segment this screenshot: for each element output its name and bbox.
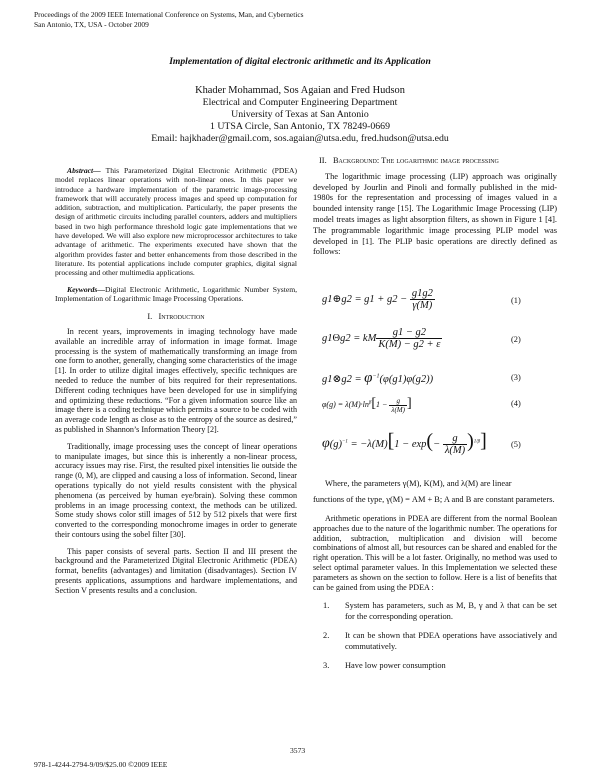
- author-univ: University of Texas at San Antonio: [231, 109, 369, 120]
- section-1-paragraph-1: In recent years, improvements in imaging technology have made available an incredible array of information in image format. Image processing is the system of mathematically transforming an image from one form to another, generally, changing some characteristics of the image [1]. In order to utilize digital images effectively, specific techniques are needed to reduce the number of bits required for their representations. Different coding techniques have been developed for use in simplifying and optimizing these reductions. “For a given information source like an image there is a coding technique which permits a source to be coded with an average code length as close as to the entropy of the source as desired,” as published in Shannon’s Information Theory [2].: [55, 326, 297, 434]
- equation-number-4: (4): [511, 399, 521, 408]
- list-item-number: 3.: [323, 661, 330, 671]
- abstract-text: This Parameterized Digital Electronic Arithmetic (PDEA) model replaces linear operations with non-linear ones. In this paper we introduce a hardware implementation of the parametric image-processing framework that will accurately process images and speed up computation for addition, subtraction, and multiplication. Particularly, the paper presents the design of arithmetic circuits including parallel counters, adders and multipliers based in two high performance threshold logic gate implementations that we have developed. We will also explore new microprocessor architectures to take advantage of arithmetic. The experiments executed have shown that the algorithm provides faster and better enhancements from those described in the literature. Its potential applications include computer graphics, digital signal processing and other multimedia applications.: [55, 166, 297, 278]
- section-1-number: I.: [147, 312, 153, 322]
- section-1-title: Introduction: [158, 312, 205, 322]
- list-item: [313, 630, 557, 652]
- section-1-paragraph-2: Traditionally, image processing uses the concept of linear operations to manipulate images, but since this is inherently a non-linear process, accuracy issues may rise. First, the resulted pixel intensities lie outside the range (0, M), are clipped and causing a loss of information. Second, linear operations typically do not yield results consistent with the physical phenomena (as perceived by human eye/brain). Solving these common problems in an image processing context, the methods can be utilized. Some study shows color still images of 512 by 512 pixels that were first converted to the corresponding monochrome images in order to generate their contours using the sobel filter [30].: [55, 441, 297, 539]
- left-column: [55, 166, 297, 596]
- author-dept: Electrical and Computer Engineering Department: [202, 97, 398, 108]
- keywords-text: Digital Electronic Arithmetic, Logarithmic Number System, Implementation of Logarithmic Image Processing Operations.: [55, 284, 297, 303]
- list-item-text: It can be shown that PDEA operations have associatively and commutatively.: [345, 631, 557, 652]
- list-item-number: 1.: [323, 601, 330, 611]
- keywords-label: Keywords—: [67, 284, 105, 294]
- author-block: [0, 85, 600, 145]
- section-1-paragraph-3: This paper consists of several parts. Section II and III present the background and the Parameterized Digital Electronic Arithmetic (PDEA) format, benefits (advantages) and limitation (disadvantages). Section IV presents applications, assumptions and hardware implementations, and Section V presents results and a conclusion.: [55, 546, 297, 595]
- equation-number-3: (3): [511, 373, 521, 382]
- list-item-text: Have low power consumption: [345, 661, 446, 671]
- author-address: 1 UTSA Circle, San Antonio, TX 78249-0669: [210, 121, 390, 132]
- header-line-2: San Antonio, TX, USA - October 2009: [34, 20, 149, 29]
- list-item-text: System has parameters, such as M, B, γ and λ that can be set for the corresponding operation.: [345, 601, 557, 622]
- section-2-heading: [313, 156, 557, 166]
- section-2-paragraph-1: The logarithmic image processing (LIP) approach was originally developed by Jourlin and Pinoli and formally published in the mid-1980s for the representation and processing of images valued in a bounded intensity range [15]. The Logarithmic Image Processing (LIP) model treats images as light absorption filters, as shown in Figure 1 [4]. The programmable logarithmic image processing PLIP model was developed in [1]. The PLIP basic operations are directly defined as follows:: [313, 171, 557, 257]
- benefits-list: [313, 600, 557, 671]
- equation-number-1: (1): [511, 296, 521, 305]
- section-1-heading: [55, 312, 297, 322]
- section-2-title: Background: The logarithmic image processing: [332, 156, 499, 165]
- right-column-top: [313, 156, 557, 258]
- parameters-sentence-b: functions of the type, γ(M) = AM + B; A and B are constant parameters.: [313, 495, 555, 504]
- paper-title: Implementation of digital electronic arithmetic and its Application: [169, 56, 431, 67]
- list-item: [313, 600, 557, 622]
- proceedings-header: [34, 10, 303, 30]
- equation-number-5: (5): [511, 440, 521, 449]
- equation-number-2: (2): [511, 335, 521, 344]
- section-2-number: II.: [319, 156, 327, 165]
- isbn-footer: 978-1-4244-2794-9/09/$25.00 ©2009 IEEE: [34, 760, 168, 769]
- section-2-paragraph-2: Arithmetic operations in PDEA are different from the normal Boolean approaches due to the nature of the logarithmic number. The operations for addition, subtraction, multiplication and division will become combinations of almost all, but resources can be shared and enabled for the right operation. This will be a lot faster. Originally, no method was used to select optimal parameter values. In this Implementation we selected these parameters as shown on the section to follow. Here is a list of benefits that can be gained from using the PDEA :: [313, 514, 557, 592]
- parameters-sentence-a: Where, the parameters γ(M), K(M), and λ(M) are linear: [325, 479, 512, 488]
- abstract: [55, 166, 297, 278]
- page-number: 3573: [290, 746, 306, 755]
- right-column-bottom: [313, 478, 557, 679]
- list-item: [313, 660, 557, 671]
- keywords: [55, 285, 297, 304]
- header-line-1: Proceedings of the 2009 IEEE International Conference on Systems, Man, and Cybernetics: [34, 10, 304, 19]
- abstract-label: Abstract—: [67, 166, 101, 175]
- author-email: Email: hajkhader@gmail.com, sos.agaian@utsa.edu, fred.hudson@utsa.edu: [151, 133, 449, 144]
- author-names: Khader Mohammad, Sos Agaian and Fred Hudson: [195, 85, 405, 96]
- list-item-number: 2.: [323, 631, 330, 641]
